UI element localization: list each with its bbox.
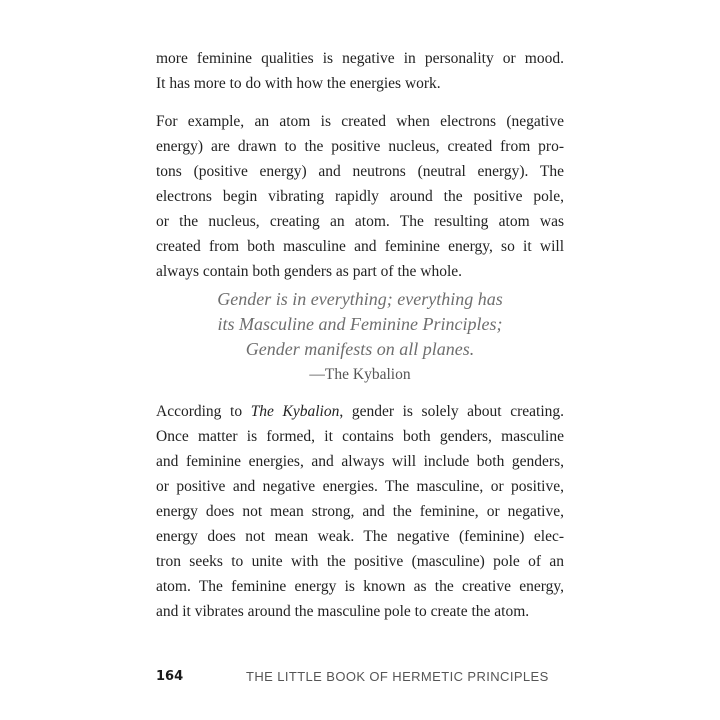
paragraph-line: tron seeks to unite with the positive (masculine) pole of an	[156, 553, 564, 570]
paragraph-line: energy does not mean strong, and the feminine, or negative,	[156, 503, 564, 520]
paragraph-line: It has more to do with how the energies work.	[156, 75, 441, 92]
block-quote	[156, 287, 564, 387]
paragraph-line: electrons begin vibrating rapidly around the positive pole,	[156, 188, 564, 205]
paragraph-line: and it vibrates around the masculine pole to create the atom.	[156, 603, 530, 620]
paragraph-line: created from both masculine and feminine energy, so it will	[156, 238, 564, 255]
paragraph-line: For example, an atom is created when electrons (negative	[156, 113, 564, 130]
paragraph-line: or the nucleus, creating an atom. The resulting atom was	[156, 213, 564, 230]
paragraph-line: atom. The feminine energy is known as the creative energy,	[156, 578, 564, 595]
paragraph-3	[156, 399, 564, 624]
paragraph-line: tons (positive energy) and neutrons (neutral energy). The	[156, 163, 564, 180]
first-line-suffix: , gender is solely about creating.	[339, 403, 564, 420]
paragraph-line: Once matter is formed, it contains both genders, masculine	[156, 428, 564, 445]
paragraph-line: always contain both genders as part of the whole.	[156, 263, 463, 280]
paragraph-first-line	[156, 399, 564, 424]
paragraph-1	[156, 46, 564, 96]
quote-line: its Masculine and Feminine Principles;	[217, 314, 503, 334]
page-footer	[156, 667, 564, 687]
paragraph-line: energy) are drawn to the positive nucleus, created from pro-	[156, 138, 564, 155]
paragraph-2	[156, 109, 564, 284]
quote-line: Gender manifests on all planes.	[245, 339, 475, 359]
running-footer-title: THE LITTLE BOOK OF HERMETIC PRINCIPLES	[246, 669, 549, 684]
first-line-prefix: According to	[156, 403, 251, 420]
paragraph-line: or positive and negative energies. The masculine, or positive,	[156, 478, 564, 495]
book-title-reference: The Kybalion	[250, 403, 340, 420]
quote-attribution: —The Kybalion	[309, 366, 411, 383]
paragraph-line: more feminine qualities is negative in personality or mood.	[156, 50, 564, 67]
page-number: 164	[156, 669, 184, 684]
paragraph-line: and feminine energies, and always will include both genders,	[156, 453, 564, 470]
quote-line: Gender is in everything; everything has	[217, 289, 503, 309]
paragraph-line: energy does not mean weak. The negative (feminine) elec-	[156, 528, 564, 545]
